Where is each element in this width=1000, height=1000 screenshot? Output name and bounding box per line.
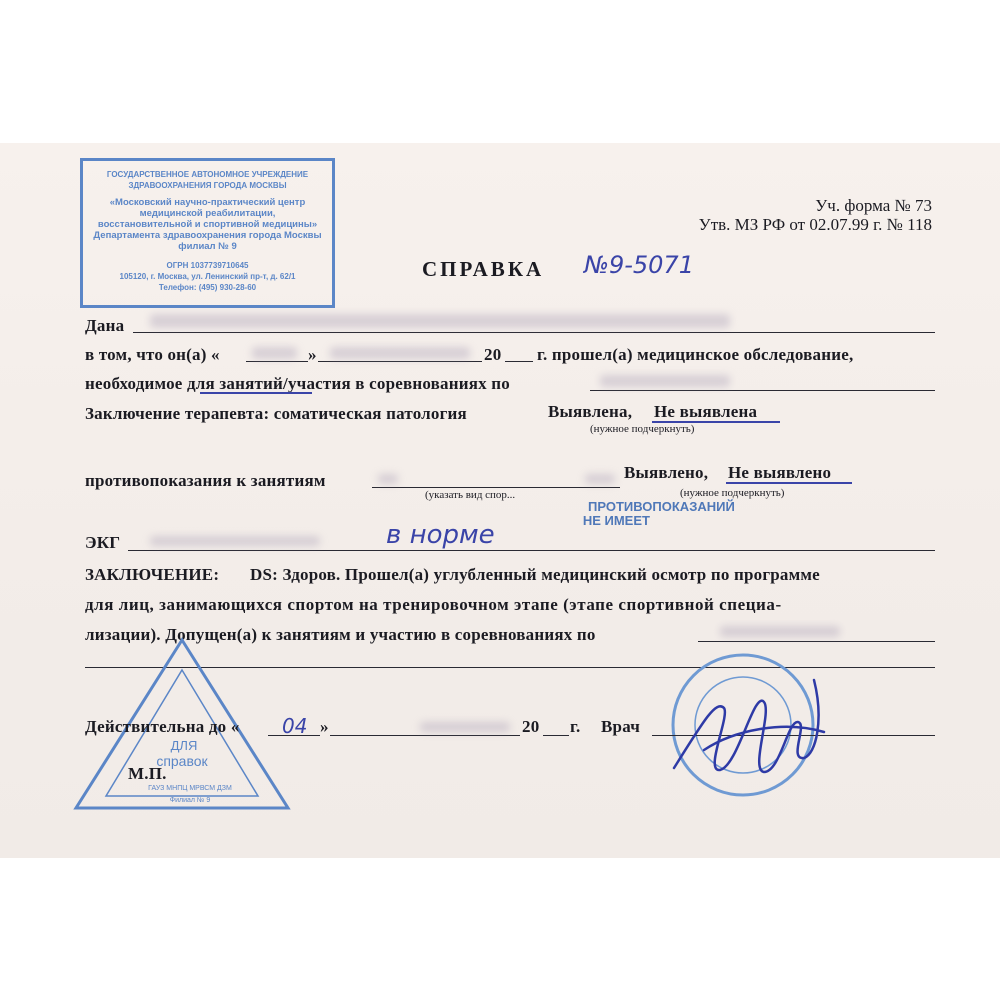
stamp-line: филиал № 9	[178, 241, 237, 252]
year-line-2	[543, 735, 569, 736]
ekg-handwritten-value: в норме	[386, 520, 495, 550]
redacted-ekg	[150, 536, 320, 546]
year-prefix: 20	[484, 345, 502, 364]
year-suffix-2: г.	[570, 717, 581, 736]
underline-hint-2: (нужное подчеркнуть)	[680, 487, 785, 499]
doctor-signature	[664, 660, 834, 800]
date-month-line	[318, 361, 482, 362]
signature-stroke	[674, 680, 824, 772]
valid-day-handwritten: 04	[282, 714, 308, 738]
doctor-label: Врач	[601, 717, 641, 736]
institution-stamp	[80, 158, 335, 308]
needed-for-label: необходимое для занятий/участия в соревнованиях по	[85, 374, 510, 393]
triangle-stamp-text-3: ГАУЗ МНПЦ МРВСМ ДЗМ	[148, 785, 232, 792]
stamp-line: Телефон: (495) 930-28-60	[158, 283, 257, 292]
ekg-label: ЭКГ	[85, 533, 121, 552]
stamp-line: Департамента здравоохранения города Москвы	[93, 230, 322, 241]
date-day-line	[246, 361, 308, 362]
year-prefix-2: 20	[522, 717, 540, 736]
no-contra-stamp-line: ПРОТИВОПОКАЗАНИЙ	[588, 499, 735, 514]
stamp-line: ГОСУДАРСТВЕННОЕ АВТОНОМНОЕ УЧРЕЖДЕНИЕ	[106, 170, 309, 179]
redacted-name	[150, 314, 730, 328]
redacted-sport-type	[585, 474, 615, 484]
stamp-line: «Московский научно-практический центр	[109, 197, 306, 208]
redacted-month	[330, 347, 470, 359]
valid-month-line	[330, 735, 520, 736]
triangle-stamp-text-4: Филиал № 9	[169, 797, 211, 804]
approval-note: Утв. МЗ РФ от 02.07.99 г. № 118	[698, 215, 932, 234]
redacted-valid-month	[420, 722, 510, 732]
therapist-conclusion-label: Заключение терапевта: соматическая патология	[85, 404, 467, 423]
no-contra-stamp-line: НЕ ИМЕЕТ	[582, 513, 650, 528]
sport-line	[590, 390, 935, 391]
year-line	[505, 361, 533, 362]
given-to-label: Дана	[85, 316, 125, 335]
contraindications-label: противопоказания к занятиям	[85, 471, 326, 490]
triangle-stamp-text-1: ДЛЯ	[170, 738, 198, 753]
competition-sport-line	[698, 641, 935, 642]
not-detected-option: Не выявлена	[654, 402, 758, 421]
conclusion-line-3: лизации). Допущен(а) к занятиям и участию в соревнованиях по	[85, 625, 596, 644]
redacted-sport-type	[378, 474, 398, 484]
detected-option-2: Выявлено,	[624, 463, 709, 482]
valid-until-label: Действительна до «	[85, 717, 240, 736]
underline-hint: (нужное подчеркнуть)	[590, 423, 695, 435]
in-that-label: в том, что он(а) «	[85, 345, 220, 364]
stamp-line: медицинской реабилитации,	[139, 208, 276, 219]
given-to-line	[133, 332, 935, 333]
valid-close: »	[320, 717, 329, 736]
sport-hint: (указать вид спор...	[425, 489, 516, 501]
contraindications-line	[372, 487, 620, 488]
stamp-line: восстановительной и спортивной медицины»	[97, 219, 318, 230]
redacted-competition-sport	[720, 626, 840, 637]
seal-place-label: М.П.	[128, 764, 167, 783]
no-contraindications-stamp	[582, 499, 735, 528]
conclusion-line-1: DS: Здоров. Прошел(а) углубленный медицинский осмотр по программе	[250, 565, 820, 584]
in-that-close: »	[308, 345, 317, 364]
form-number: Уч. форма № 73	[815, 196, 932, 215]
stamp-line: 105120, г. Москва, ул. Ленинский пр-т, д. 62/1	[119, 272, 296, 281]
certificate-number-handwritten: №9-5071	[584, 251, 694, 279]
document-title: СПРАВКА	[422, 257, 545, 281]
triangle-stamp-text-2: справок	[156, 753, 208, 769]
conclusion-line-2: для лиц, занимающихся спортом на тренировочном этапе (этапе спортивной специа-	[85, 595, 782, 614]
handwritten-underline	[200, 392, 312, 394]
detected-option: Выявлена,	[548, 402, 633, 421]
passed-text: г. прошел(а) медицинское обследование,	[537, 345, 854, 364]
not-detected-option-2: Не выявлено	[728, 463, 832, 482]
conclusion-label: ЗАКЛЮЧЕНИЕ:	[85, 565, 220, 584]
handwritten-underline	[726, 482, 852, 484]
ekg-line	[128, 550, 935, 551]
redacted-day	[252, 347, 297, 359]
redacted-sport	[600, 375, 730, 387]
stamp-line: ОГРН 1037739710645	[166, 261, 249, 270]
stamp-line: ЗДРАВООХРАНЕНИЯ ГОРОДА МОСКВЫ	[128, 181, 287, 190]
